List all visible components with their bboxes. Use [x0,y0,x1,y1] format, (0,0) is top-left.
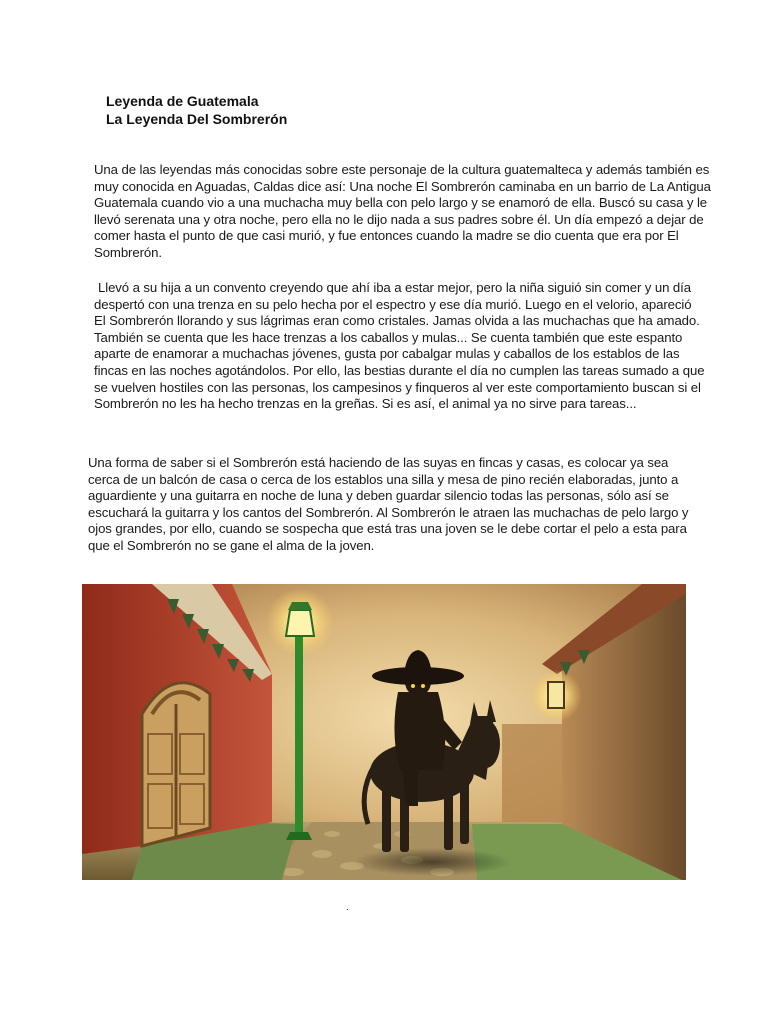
title-line-2: La Leyenda Del Sombrerón [106,111,288,127]
paragraph-1: Una de las leyendas más conocidas sobre este personaje de la cultura guatemalteca y además también es muy conocida en Aguadas, Caldas dice así: Una noche El Sombrerón caminaba en un barrio de La Antigua Guatemala cuando vio a una muchacha muy bella con pelo largo y se enamoró de ella. Buscó su casa y le llevó serenata una y otra noche, pero ella no le dijo nada a sus padres sobre él. Un día empezó a dejar de comer hasta el punto de que casi murió, y fue entonces cuando la madre se dio cuenta que era por El Sombrerón. [94,162,711,260]
document-title [106,92,287,128]
street-lamp-post [295,636,303,832]
right-lantern [548,682,564,708]
background-wall [502,724,572,834]
paragraph-2: Llevó a su hija a un convento creyendo que ahí iba a estar mejor, pero la niña siguió sin comer y un día despertó con una trenza en su pelo hecha por el espectro y ese día murió. Luego en el velorio, apareció El Sombrerón llorando y sus lágrimas eran como cristales. Jamas olvida a las muchachas que ha amado. También se cuenta que les hace trenzas a los caballos y mulas... Se cuenta también que este espanto aparte de enamorar a muchachas jóvenes, gusta por cabalgar mulas y caballos de los establos de las fincas en las noches agotándolos. Por ello, las bestias durante el día no cumplen las tareas sumado a que se vuelven hostiles con las personas, los campesinos y finqueros al ver este comportamiento buscan si el Sombrerón no les ha hecho trenzas en la greñas. Si es así, el animal ya no sirve para tareas... [94,280,705,412]
paragraph-3: Una forma de saber si el Sombrerón está haciendo de las suyas en fincas y casas, es colocar ya sea cerca de un balcón de casa o cerca de los establos una silla y mesa de pino recién elaboradas, junto a aguardiente y una guitarra en noche de luna y deben guardar silencio todas las personas, sólo así se escuchará la guitarra y los cantos del Sombrerón. Al Sombrerón le atraen las muchachas de pelo largo y ojos grandes, por ello, cuando se sospecha que está tras una joven se le debe cortar el pelo a esta para que el Sombrerón no se gane el alma de la joven. [88,455,689,553]
footer-mark: . [346,902,349,913]
title-line-1: Leyenda de Guatemala [106,93,259,109]
rider-eye-right [421,684,425,688]
rider-eye-left [411,684,415,688]
sombreron-illustration [82,584,686,880]
street-lamp-head [286,610,314,636]
